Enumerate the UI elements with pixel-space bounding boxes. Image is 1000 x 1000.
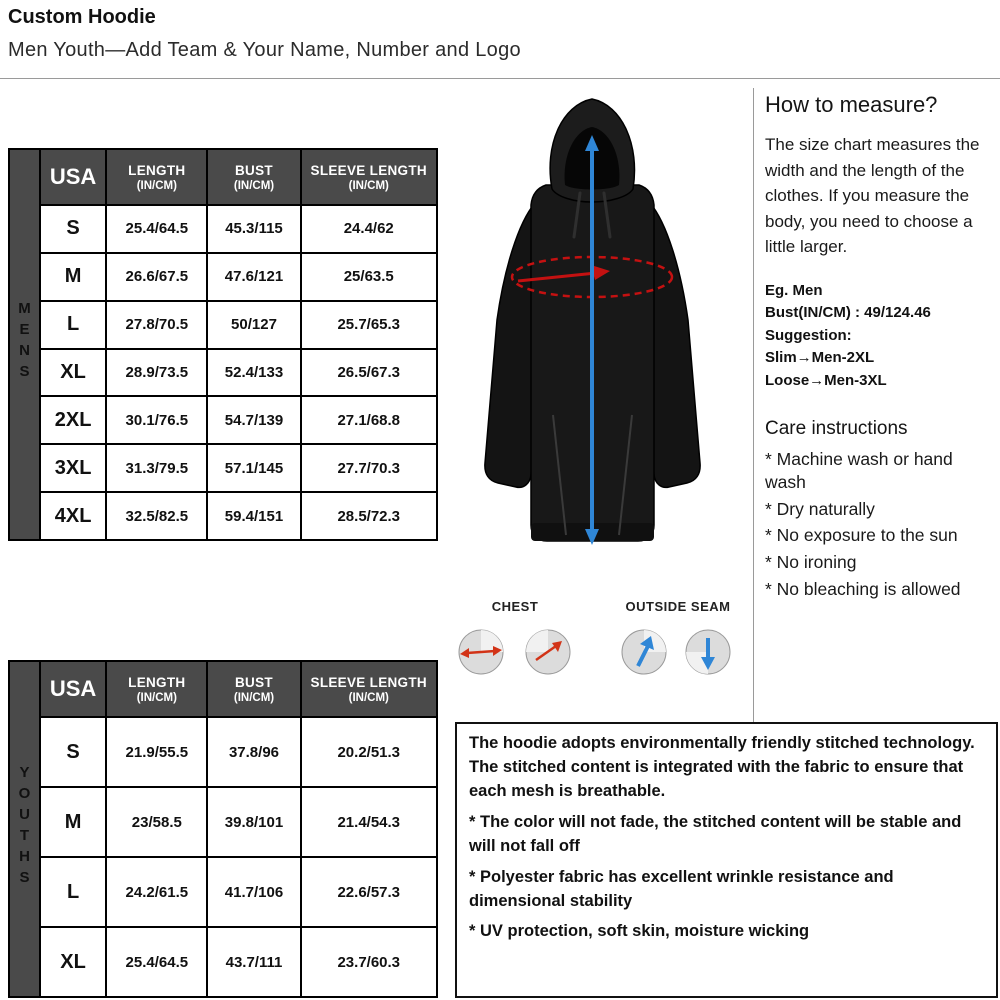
bust-cell: 41.7/106 — [207, 857, 300, 927]
care-instructions-heading: Care instructions — [765, 418, 908, 439]
description-bullet: * The color will not fade, the stitched content will be stable and will not fall off — [469, 812, 962, 855]
youths-group-label-cell — [9, 661, 40, 997]
example-line: Eg. Men — [765, 281, 823, 299]
mens-group-label-cell — [9, 149, 40, 540]
size-cell: XL — [40, 927, 106, 997]
length-cell: 32.5/82.5 — [106, 492, 207, 540]
size-cell: M — [40, 787, 106, 857]
table-row — [9, 349, 437, 397]
table-row — [9, 857, 437, 927]
sleeve-cell: 21.4/54.3 — [301, 787, 438, 857]
how-to-measure-panel — [765, 92, 995, 605]
youths-header-usa: USA — [40, 661, 106, 717]
table-row — [9, 396, 437, 444]
youths-header-bust: BUST (IN/CM) — [207, 661, 300, 717]
chest-wrap-icon — [522, 626, 574, 678]
description-bullet: * Polyester fabric has excellent wrinkle resistance and dimensional stability — [469, 867, 894, 910]
example-line: Bust(IN/CM) : 49/124.46 — [765, 304, 931, 321]
bust-cell: 37.8/96 — [207, 717, 300, 787]
example-line: Slim→Men-2XL — [765, 349, 875, 366]
length-cell: 23/58.5 — [106, 787, 207, 857]
size-cell: XL — [40, 349, 106, 397]
mens-header-sleeve: SLEEVE LENGTH (IN/CM) — [301, 149, 438, 205]
vertical-divider — [753, 88, 754, 722]
youths-group-label: YOUTHS — [16, 763, 33, 890]
outside-seam-label: OUTSIDE SEAM — [625, 599, 731, 614]
mens-header-usa: USA — [40, 149, 106, 205]
hoodie-image — [440, 85, 745, 585]
length-cell: 27.8/70.5 — [106, 301, 207, 349]
sleeve-cell: 25/63.5 — [301, 253, 438, 301]
size-cell: S — [40, 717, 106, 787]
description-bullet: * UV protection, soft skin, moisture wicking — [469, 922, 810, 941]
sleeve-cell: 24.4/62 — [301, 205, 438, 253]
sleeve-cell: 27.7/70.3 — [301, 444, 438, 492]
bust-cell: 47.6/121 — [207, 253, 300, 301]
bust-cell: 52.4/133 — [207, 349, 300, 397]
chest-width-icon — [455, 626, 507, 678]
bust-cell: 50/127 — [207, 301, 300, 349]
length-cell: 21.9/55.5 — [106, 717, 207, 787]
bust-cell: 43.7/111 — [207, 927, 300, 997]
sleeve-cell: 26.5/67.3 — [301, 349, 438, 397]
table-row — [9, 717, 437, 787]
hoodie-measurement-illustration — [440, 85, 745, 585]
care-item: * No bleaching is allowed — [765, 578, 961, 599]
length-cell: 31.3/79.5 — [106, 444, 207, 492]
table-row — [9, 927, 437, 997]
length-cell: 30.1/76.5 — [106, 396, 207, 444]
size-cell: 4XL — [40, 492, 106, 540]
bust-cell: 45.3/115 — [207, 205, 300, 253]
care-item: * Machine wash or hand wash — [765, 449, 953, 492]
mens-table-header-row — [9, 149, 437, 205]
care-item: * No ironing — [765, 552, 857, 572]
size-cell: 2XL — [40, 396, 106, 444]
sleeve-cell: 27.1/68.8 — [301, 396, 438, 444]
mens-header-length: LENGTH (IN/CM) — [106, 149, 207, 205]
mens-group-label: MENS — [16, 300, 33, 384]
table-row — [9, 787, 437, 857]
sizing-example — [765, 280, 995, 393]
product-description-box — [455, 722, 998, 998]
how-to-measure-body: The size chart measures the width and the length of the clothes. If you measure the body, you need to choose a little larger. — [765, 135, 980, 256]
table-row — [9, 492, 437, 540]
bust-cell: 54.7/139 — [207, 396, 300, 444]
youths-table-header-row — [9, 661, 437, 717]
size-cell: 3XL — [40, 444, 106, 492]
length-cell: 25.4/64.5 — [106, 927, 207, 997]
seam-down-icon — [682, 626, 734, 678]
seam-up-icon — [618, 626, 670, 678]
care-instructions — [765, 418, 995, 601]
bust-cell: 57.1/145 — [207, 444, 300, 492]
size-cell: L — [40, 857, 106, 927]
length-cell: 26.6/67.5 — [106, 253, 207, 301]
sleeve-cell: 22.6/57.3 — [301, 857, 438, 927]
sleeve-cell: 28.5/72.3 — [301, 492, 438, 540]
how-to-measure-heading: How to measure? — [765, 92, 938, 117]
sleeve-cell: 25.7/65.3 — [301, 301, 438, 349]
table-row — [9, 444, 437, 492]
bust-cell: 59.4/151 — [207, 492, 300, 540]
page-subtitle: Men Youth—Add Team & Your Name, Number and Logo — [8, 39, 521, 61]
youths-size-table — [8, 660, 438, 998]
sleeve-cell: 20.2/51.3 — [301, 717, 438, 787]
size-cell: S — [40, 205, 106, 253]
youths-header-length: LENGTH (IN/CM) — [106, 661, 207, 717]
header-divider — [0, 78, 1000, 79]
bust-cell: 39.8/101 — [207, 787, 300, 857]
size-cell: L — [40, 301, 106, 349]
sleeve-cell: 23.7/60.3 — [301, 927, 438, 997]
size-cell: M — [40, 253, 106, 301]
description-intro: The hoodie adopts environmentally friendly stitched technology. The stitched content is integrated with the fabric to ensure that each mesh is breathable. — [469, 734, 975, 800]
table-row — [9, 205, 437, 253]
length-cell: 24.2/61.5 — [106, 857, 207, 927]
care-item: * Dry naturally — [765, 498, 875, 519]
youths-header-sleeve: SLEEVE LENGTH (IN/CM) — [301, 661, 438, 717]
page-title: Custom Hoodie — [8, 6, 156, 28]
table-row — [9, 253, 437, 301]
table-row — [9, 301, 437, 349]
care-item: * No exposure to the sun — [765, 525, 958, 546]
mens-size-table — [8, 148, 438, 541]
example-line: Suggestion: — [765, 326, 852, 344]
mens-header-bust: BUST (IN/CM) — [207, 149, 300, 205]
length-cell: 25.4/64.5 — [106, 205, 207, 253]
chest-label: CHEST — [491, 599, 539, 614]
example-line: Loose→Men-3XL — [765, 371, 887, 389]
length-cell: 28.9/73.5 — [106, 349, 207, 397]
